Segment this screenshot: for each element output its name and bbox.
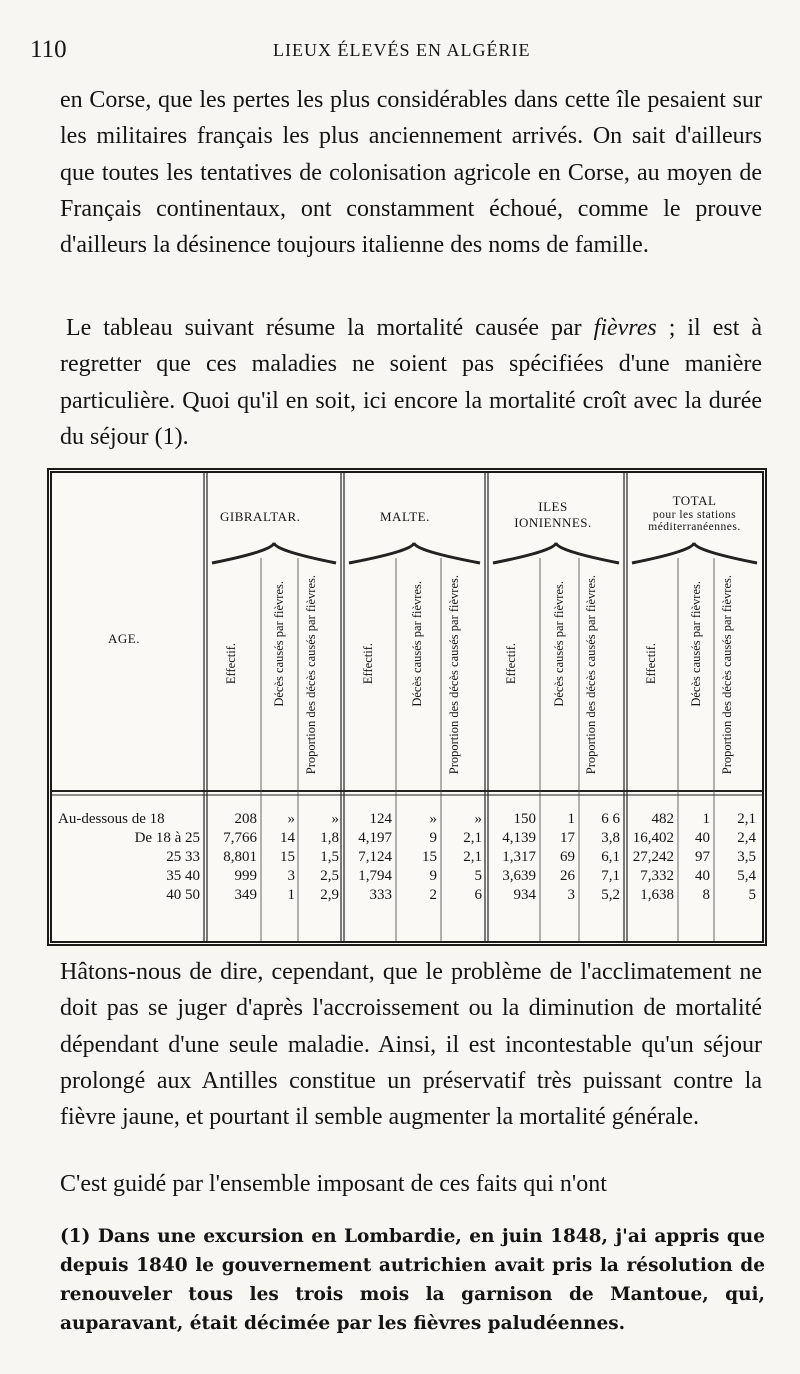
- table-cell: 3: [567, 887, 575, 903]
- table-cell: 69: [560, 849, 575, 865]
- table-cell: 2,1: [463, 830, 482, 846]
- table-cell: 208: [234, 811, 257, 827]
- table-cell: 40: [695, 868, 710, 884]
- age-cell: 35 40: [166, 868, 200, 884]
- malte-header: MALTE.: [380, 509, 430, 524]
- gibraltar-deces-header: Décès causés par fièvres.: [272, 581, 286, 707]
- total-header: [632, 493, 757, 533]
- table-cell: 2: [429, 887, 437, 903]
- paragraph-3: Hâtons-nous de dire, cependant, que le problème de l'acclimatement ne doit pas se juger d'après l'accroissement ou la diminution de mortalité dépendant d'une seule maladie. Ainsi, il est incontestable qu'un séjour prolongé aux Antilles constitue un préservatif très puissant contre la fièvre jaune, et pourtant il semble augmenter la mortalité générale.: [60, 959, 762, 1131]
- table-cell: 5: [474, 868, 482, 884]
- table-cell: 1,8: [320, 830, 339, 846]
- iles-deces-header: Décès causés par fièvres.: [552, 581, 566, 707]
- table-cell: »: [331, 811, 339, 827]
- table-cell: 1,5: [320, 849, 339, 865]
- table-cell: »: [474, 811, 482, 827]
- table-cell: 2,1: [463, 849, 482, 865]
- table-cell: 1,317: [502, 849, 536, 865]
- footnote: (1) Dans une excursion en Lombardie, en juin 1848, j'ai appris que depuis 1840 le gouvernement autrichien avait pris la résolution de renouveler tous les trois mois la garnison de Mantoue, qui, auparavant, était décimée par les fièvres paludéennes.: [60, 1226, 765, 1334]
- table-cell: »: [287, 811, 295, 827]
- paragraph-1: en Corse, que les pertes les plus considérables dans cette île pesaient sur les militaires français les plus anciennement arrivés. On sait d'ailleurs que toutes les tentatives de colonisation agricole en Corse, au moyen de Français continentaux, ont constamment échoué, comme le prouve d'ailleurs la désinence toujours italienne des noms de famille.: [60, 87, 762, 259]
- table-cell: 2,1: [737, 811, 756, 827]
- table-cell: 7,124: [358, 849, 392, 865]
- gibraltar-header: GIBRALTAR.: [220, 509, 301, 524]
- age-cell: 40 50: [166, 887, 200, 903]
- table-cell: 349: [234, 887, 257, 903]
- table-cell: 999: [234, 868, 257, 884]
- table-cell: 6,1: [601, 849, 620, 865]
- table-cell: 2,4: [737, 830, 756, 846]
- table-cell: 3,8: [601, 830, 620, 846]
- age-cell: De 18 à 25: [134, 830, 200, 846]
- table-cell: 5,2: [601, 887, 620, 903]
- table-cell: 333: [369, 887, 392, 903]
- total-subtitle-2: méditerranéennes.: [648, 521, 741, 533]
- table-cell: 1: [567, 811, 575, 827]
- age-cell: Au-dessous de 18: [58, 811, 165, 827]
- mortality-table: [47, 468, 767, 946]
- page-header: [30, 36, 770, 66]
- iles-ioniennes-header: ILES IONIENNES.: [514, 499, 592, 530]
- table-cell: 8: [702, 887, 710, 903]
- paragraph-2-text-a: Le tableau suivant résume la mortalité causée par: [66, 315, 594, 341]
- paragraph-4: C'est guidé par l'ensemble imposant de ces faits qui n'ont: [60, 1171, 607, 1197]
- paragraph-2-text-b: ; il est à regretter que ces maladies ne soient pas spécifiées d'une manière particulière. Quoi qu'il en soit, ici encore la mortalité croît avec la durée du séjour (1).: [60, 315, 762, 450]
- total-deces-header: Décès causés par fièvres.: [689, 581, 703, 707]
- malte-deces-header: Décès causés par fièvres.: [410, 581, 424, 707]
- gibraltar-effectif-header: Effectif.: [224, 643, 238, 685]
- table-cell: 6 6: [601, 811, 620, 827]
- gibraltar-proportion-header: Proportion des décès causés par fièvres.: [304, 575, 318, 775]
- table-cell: 7,766: [223, 830, 257, 846]
- age-cell: 25 33: [166, 849, 200, 865]
- page-number: 110: [30, 36, 67, 63]
- table-cell: 8,801: [223, 849, 257, 865]
- running-title: LIEUX ÉLEVÉS EN ALGÉRIE: [273, 40, 531, 60]
- table-cell: 934: [513, 887, 536, 903]
- table-cell: 15: [280, 849, 295, 865]
- table-cell: 4,139: [502, 830, 536, 846]
- table-cell: 124: [369, 811, 392, 827]
- table-cell: 5: [748, 887, 756, 903]
- table-cell: 1,794: [358, 868, 392, 884]
- malte-proportion-header: Proportion des décès causés par fièvres.: [447, 575, 461, 775]
- total-effectif-header: Effectif.: [644, 643, 658, 685]
- table-cell: 15: [422, 849, 437, 865]
- table-cell: »: [429, 811, 437, 827]
- total-proportion-header: Proportion des décès causés par fièvres.: [720, 575, 734, 775]
- iles-effectif-header: Effectif.: [504, 643, 518, 685]
- paragraph-2: [60, 310, 762, 455]
- table-cell: 9: [429, 830, 437, 846]
- table-cell: 17: [560, 830, 575, 846]
- table-cell: 1: [702, 811, 710, 827]
- table-cell: 3: [287, 868, 295, 884]
- table-cell: 97: [695, 849, 710, 865]
- malte-effectif-header: Effectif.: [361, 643, 375, 685]
- table-cell: 2,5: [320, 868, 339, 884]
- table-cell: 3,639: [502, 868, 536, 884]
- table-cell: 26: [560, 868, 575, 884]
- table-cell: 14: [280, 830, 295, 846]
- table-cell: 6: [474, 887, 482, 903]
- table-cell: 27,242: [632, 849, 674, 865]
- table-cell: 5,4: [737, 868, 756, 884]
- table-cell: 7,332: [640, 868, 674, 884]
- table-cell: 2,9: [320, 887, 339, 903]
- table-cell: 40: [695, 830, 710, 846]
- paragraph-2-emphasis: fièvres: [593, 315, 657, 341]
- table-cell: 1,638: [640, 887, 674, 903]
- table-cell: 4,197: [358, 830, 392, 846]
- table-cell: 9: [429, 868, 437, 884]
- total-title: TOTAL: [672, 493, 717, 508]
- table-cell: 482: [651, 811, 674, 827]
- table-cell: 150: [513, 811, 536, 827]
- age-header: AGE.: [108, 631, 140, 646]
- total-subtitle-1: pour les stations: [652, 509, 737, 521]
- table-cell: 16,402: [632, 830, 674, 846]
- table-cell: 1: [287, 887, 295, 903]
- table-cell: 3,5: [737, 849, 756, 865]
- table-cell: 7,1: [601, 868, 620, 884]
- iles-proportion-header: Proportion des décès causés par fièvres.: [584, 575, 598, 775]
